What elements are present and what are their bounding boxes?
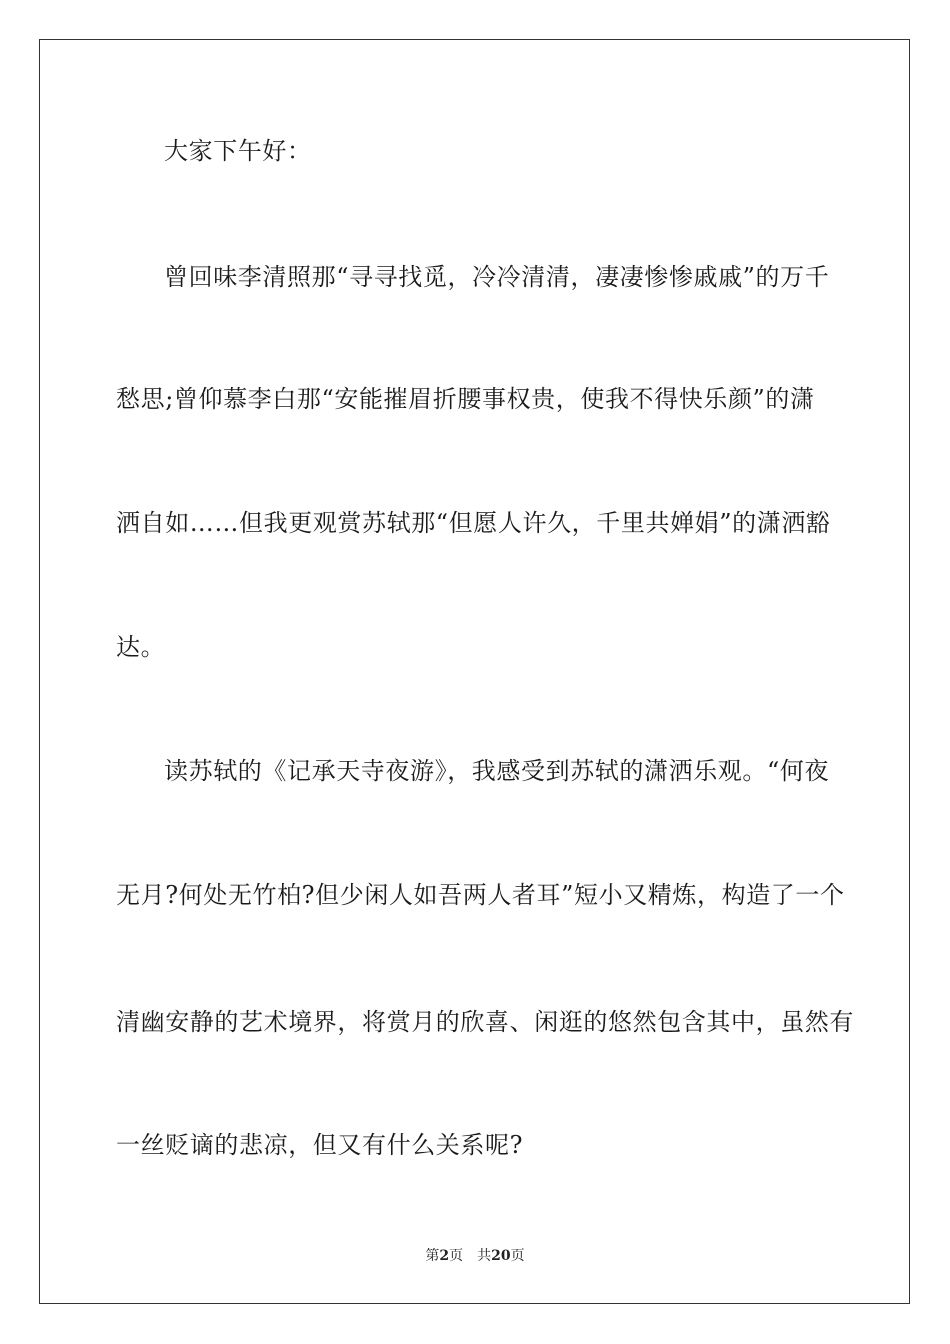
paragraph-2-line-1: 读苏轼的《记承天寺夜游》，我感受到苏轼的潇洒乐观。“何夜 (164, 757, 830, 785)
footer-page-prefix: 第 (425, 1248, 440, 1264)
paragraph-1-line-3: 洒自如……但我更观赏苏轼那“但愿人许久，千里共婵娟”的潇洒豁 (116, 509, 831, 537)
paragraph-1-line-1: 曾回味李清照那“寻寻找觅，冷冷清清，凄凄惨惨戚戚”的万千 (164, 263, 830, 291)
footer-total-pages: 20 (491, 1248, 511, 1264)
page-footer (0, 1247, 950, 1265)
paragraph-1-line-4: 达。 (116, 633, 166, 661)
paragraph-2-line-4: 一丝贬谪的悲凉，但又有什么关系呢? (116, 1131, 524, 1159)
page-border (39, 39, 910, 1304)
paragraph-1-line-2: 愁思;曾仰慕李白那“安能摧眉折腰事权贵，使我不得快乐颜”的潇 (116, 385, 815, 413)
footer-page-suffix: 页 (449, 1248, 464, 1264)
footer-total-prefix: 共 (477, 1248, 492, 1264)
paragraph-2-line-2: 无月?何处无竹柏?但少闲人如吾两人者耳”短小又精炼，构造了一个 (116, 881, 845, 909)
greeting-line: 大家下午好： (164, 137, 312, 165)
paragraph-2-line-3: 清幽安静的艺术境界，将赏月的欣喜、闲逛的悠然包含其中，虽然有 (116, 1008, 854, 1036)
footer-page-number: 2 (439, 1248, 450, 1264)
footer-total-suffix: 页 (510, 1248, 525, 1264)
